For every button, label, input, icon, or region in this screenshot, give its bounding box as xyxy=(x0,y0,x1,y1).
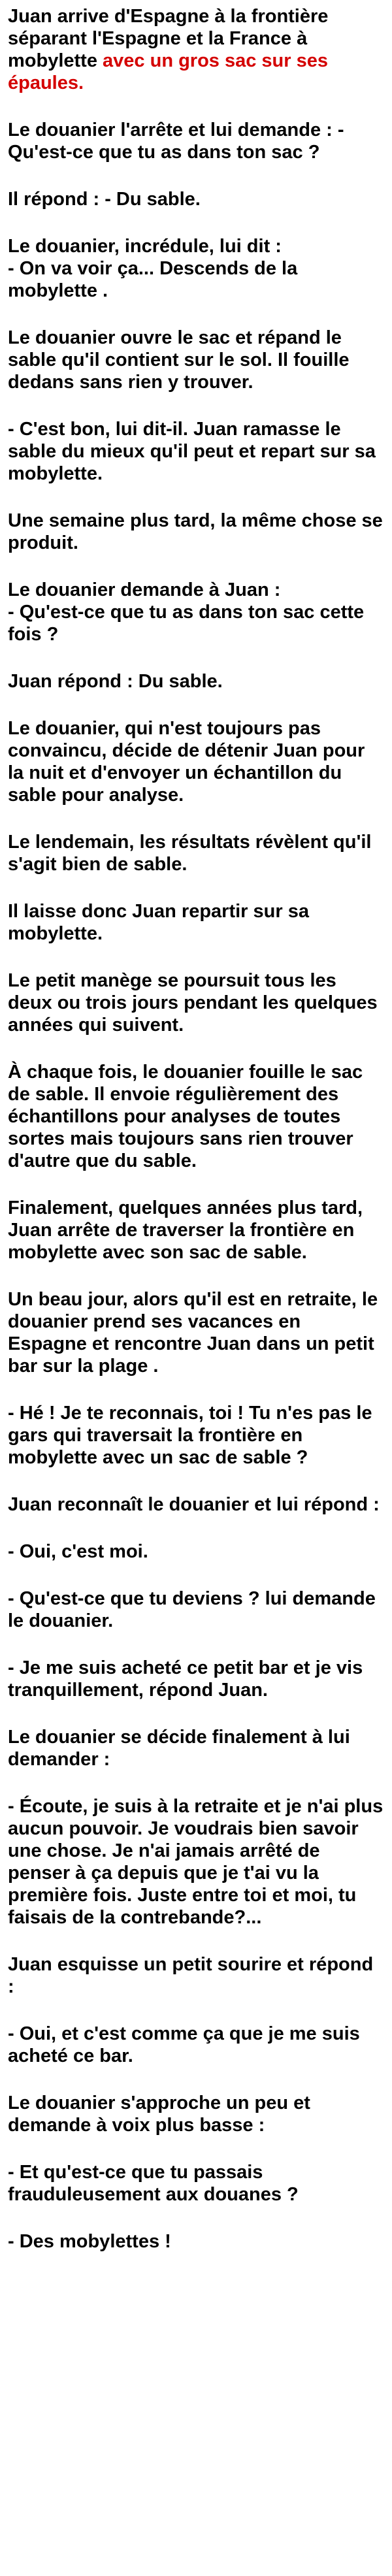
story-paragraph: - Écoute, je suis à la retraite et je n'ai plus aucun pouvoir. Je voudrais bien savoir une chose. Je n'ai jamais arrêté de penser à ça depuis que je t'ai vu la première fois. Juste entre toi et moi, tu faisais de la contrebande?... xyxy=(8,1796,384,1928)
story-paragraph: Le douanier, incrédule, lui dit : - On va voir ça... Descends de la mobylette . xyxy=(8,236,298,301)
story-paragraph: - Oui, et c'est comme ça que je me suis acheté ce bar. xyxy=(8,2023,360,2066)
intro-highlight: avec un gros sac sur ses épaules. xyxy=(8,50,329,93)
story-paragraph: Un beau jour, alors qu'il est en retraite, le douanier prend ses vacances en Espagne et rencontre Juan dans un petit bar sur la plage . xyxy=(8,1289,378,1377)
story-paragraph: Le douanier, qui n'est toujours pas convaincu, décide de détenir Juan pour la nuit et d'envoyer un échantillon du sable pour analyse. xyxy=(8,718,365,806)
story-punchline: - Des mobylettes ! xyxy=(8,2231,171,2252)
story-paragraph: - Oui, c'est moi. xyxy=(8,1541,148,1562)
story-paragraph: Il répond : - Du sable. xyxy=(8,189,201,210)
story-paragraph: Le douanier s'approche un peu et demande à voix plus basse : xyxy=(8,2093,310,2136)
story-paragraph: Le douanier ouvre le sac et répand le sable qu'il contient sur le sol. Il fouille dedans sans rien y trouver. xyxy=(8,327,350,393)
story-paragraph: Il laisse donc Juan repartir sur sa mobylette. xyxy=(8,901,309,944)
story-paragraph: Le petit manège se poursuit tous les deux ou trois jours pendant les quelques années qui suivent. xyxy=(8,970,378,1035)
story-paragraph: - Et qu'est-ce que tu passais frauduleusement aux douanes ? xyxy=(8,2162,299,2205)
story-paragraph: - Qu'est-ce que tu deviens ? lui demande le douanier. xyxy=(8,1588,376,1631)
story-paragraph: Juan répond : Du sable. xyxy=(8,671,223,692)
story-paragraph: Le douanier l'arrête et lui demande : - Qu'est-ce que tu as dans ton sac ? xyxy=(8,120,344,163)
story-paragraph: - Je me suis acheté ce petit bar et je vis tranquillement, répond Juan. xyxy=(8,1657,363,1701)
story-paragraph: Finalement, quelques années plus tard, Juan arrête de traverser la frontière en mobylette avec son sac de sable. xyxy=(8,1198,363,1263)
story-paragraph: - C'est bon, lui dit-il. Juan ramasse le sable du mieux qu'il peut et repart sur sa mobylette. xyxy=(8,419,376,484)
story-paragraph: - Hé ! Je te reconnais, toi ! Tu n'es pas le gars qui traversait la frontière en mobylette avec un sac de sable ? xyxy=(8,1403,372,1468)
story-intro xyxy=(8,5,384,94)
story-paragraph: Une semaine plus tard, la même chose se produit. xyxy=(8,510,383,553)
story-paragraph: Le douanier se décide finalement à lui demander : xyxy=(8,1727,350,1770)
story-paragraph: Le lendemain, les résultats révèlent qu'il s'agit bien de sable. xyxy=(8,832,372,875)
intro-text: Juan arrive d'Espagne à la frontière séparant l'Espagne et la France à mobylette xyxy=(8,6,329,71)
story-paragraph: Le douanier demande à Juan : - Qu'est-ce que tu as dans ton sac cette fois ? xyxy=(8,579,365,645)
story-paragraph: À chaque fois, le douanier fouille le sac de sable. Il envoie régulièrement des échantillons pour analyses de toutes sortes mais toujours sans rien trouver d'autre que du sable. xyxy=(8,1062,363,1171)
story-paragraph: Juan esquisse un petit sourire et répond : xyxy=(8,1954,374,1997)
story-paragraph: Juan reconnaît le douanier et lui répond : xyxy=(8,1494,380,1515)
